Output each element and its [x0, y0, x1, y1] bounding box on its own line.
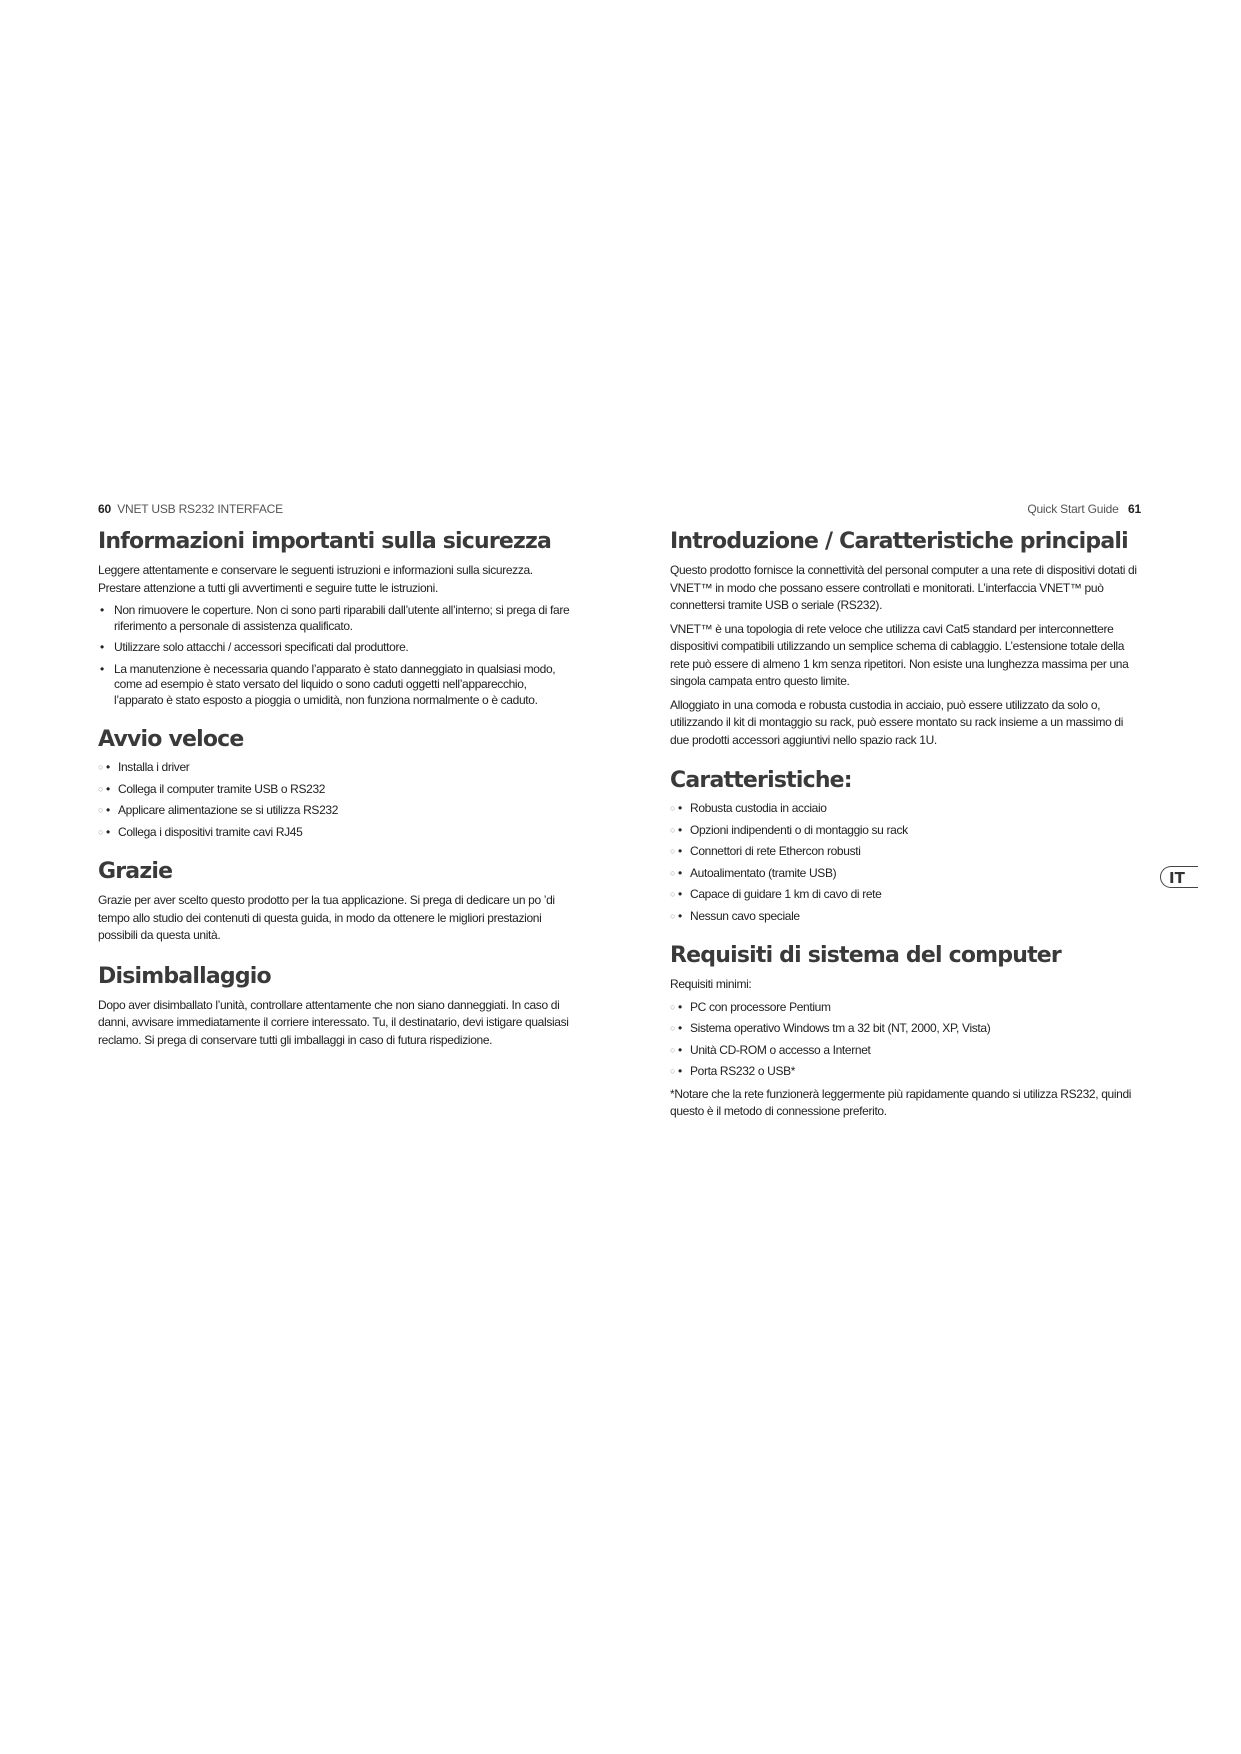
list-item: ○ • Sistema operativo Windows tm a 32 bit (NT, 2000, XP, Vista): [670, 1021, 991, 1035]
circle-icon: ○: [670, 1023, 676, 1033]
list-item: ○ • Collega il computer tramite USB o RS232: [98, 781, 326, 796]
features-heading: Caratteristiche:: [670, 768, 852, 793]
bullet-icon: •: [100, 661, 104, 676]
unpacking-heading: Disimballaggio: [98, 963, 271, 989]
list-item: • Utilizzare solo attacchi / accessori specificati dal produttore.: [100, 640, 409, 654]
intro-paragraph-3: Alloggiato in una comoda e robusta custodia in acciaio, può essere utilizzato da solo o, utilizzando il kit di montaggio su rack, può essere montato su rack insieme a un massimo di due prodotti accessori aggiuntivi nello spazio rack 1U.: [670, 697, 1124, 747]
bullet-icon: •: [678, 1042, 682, 1057]
left-page-header: [98, 502, 283, 516]
list-item: ○ • Capace di guidare 1 km di cavo di rete: [670, 887, 882, 901]
circle-icon: ○: [670, 846, 676, 856]
intro-heading: Introduzione / Caratteristiche principali: [670, 529, 1128, 554]
bullet-icon: •: [678, 887, 682, 901]
safety-list: [98, 603, 570, 708]
list-item: ○ • Nessun cavo speciale: [670, 908, 800, 923]
intro-paragraph-1: Questo prodotto fornisce la connettività del personal computer a una rete di dispositivi dotati di VNET™ in modo che possano essere controllati e monitorati. L’interfaccia VNET™ può connettersi tramite USB o seriale (RS232).: [670, 563, 1137, 612]
circle-icon: ○: [98, 783, 104, 794]
right-page-number: 61: [1128, 502, 1141, 516]
bullet-icon: •: [678, 844, 682, 858]
list-item: ○ • PC con processore Pentium: [670, 999, 831, 1014]
left-page-content: [98, 528, 570, 1067]
circle-icon: ○: [670, 867, 676, 878]
unpacking-section: [98, 963, 570, 1050]
thanks-heading: Grazie: [98, 859, 173, 884]
requirements-section: [670, 942, 1140, 1121]
quick-start-heading: Avvio veloce: [98, 727, 244, 752]
circle-icon: ○: [670, 824, 676, 835]
right-page-header: [1027, 502, 1141, 516]
left-page-title: VNET USB RS232 INTERFACE: [117, 502, 283, 516]
circle-icon: ○: [670, 910, 676, 921]
circle-icon: ○: [670, 803, 676, 813]
list-item: ○ • Porta RS232 o USB*: [670, 1064, 796, 1078]
right-page-content: [670, 528, 1140, 1139]
bullet-icon: •: [678, 1021, 682, 1035]
list-item: • Non rimuovere le coperture. Non ci sono parti riparabili dall’utente all’interno; si prega di fare riferimento a personale di assistenza qualificato.: [100, 603, 570, 633]
requirements-subtitle: Requisiti minimi:: [670, 977, 752, 991]
thanks-text: Grazie per aver scelto questo prodotto per la tua applicazione. Si prega di dedicare un po ’di tempo allo studio dei contenuti di questa guida, in modo da ottenere le migliori prestazioni possibili da questa unità.: [98, 893, 555, 942]
bullet-icon: •: [678, 908, 682, 923]
list-item: ○ • Robusta custodia in acciaio: [670, 801, 827, 815]
circle-icon: ○: [670, 1001, 676, 1012]
bullet-icon: •: [100, 640, 104, 654]
bullet-icon: •: [678, 999, 682, 1014]
bullet-icon: •: [678, 801, 682, 815]
requirements-list: [670, 1000, 1140, 1080]
features-list: [670, 801, 1140, 924]
bullet-icon: •: [106, 781, 110, 796]
list-item: ○ • Installa i driver: [98, 760, 190, 774]
list-item: ○ • Connettori di rete Ethercon robusti: [670, 844, 861, 858]
bullet-icon: •: [106, 824, 110, 839]
unpacking-text: Dopo aver disimballato l’unità, controllare attentamente che non siano danneggiati. In caso di danni, avvisare immediatamente il corriere interessato. Tu, il destinatario, devi istigare qualsiasi reclamo. Si prega di conservare tutti gli imballaggi in caso di futura rispedizione.: [98, 997, 569, 1047]
circle-icon: ○: [98, 762, 104, 772]
circle-icon: ○: [670, 1044, 676, 1055]
list-item: • La manutenzione è necessaria quando l’apparato è stato danneggiato in qualsiasi modo, come ad esempio è stato versato del liquido o sono caduti oggetti nell’apparecchio, l’apparato è stato esposto a pioggia o umidità, non funziona normalmente o è caduto.: [100, 661, 556, 707]
language-tab: IT: [1160, 866, 1198, 888]
features-section: [670, 767, 1140, 924]
quick-start-list: [98, 760, 570, 840]
circle-icon: ○: [98, 805, 104, 815]
thanks-section: [98, 858, 570, 945]
list-item: ○ • Collega i dispositivi tramite cavi RJ45: [98, 824, 303, 839]
safety-section: [98, 528, 570, 708]
list-item: ○ • Applicare alimentazione se si utilizza RS232: [98, 803, 339, 817]
bullet-icon: •: [106, 803, 110, 817]
quick-start-section: [98, 726, 570, 840]
list-item: ○ • Autoalimentato (tramite USB): [670, 865, 837, 880]
safety-intro: Leggere attentamente e conservare le seguenti istruzioni e informazioni sulla sicurezza. Prestare attenzione a tutti gli avvertimenti e seguire tutte le istruzioni.: [98, 563, 533, 595]
safety-heading: Informazioni importanti sulla sicurezza: [98, 529, 552, 554]
circle-icon: ○: [98, 826, 104, 837]
circle-icon: ○: [670, 1066, 676, 1076]
requirements-note: *Notare che la rete funzionerà leggermente più rapidamente quando si utilizza RS232, quindi questo è il metodo di connessione preferito.: [670, 1086, 1132, 1118]
circle-icon: ○: [670, 889, 676, 899]
bullet-icon: •: [678, 822, 682, 837]
bullet-icon: •: [100, 603, 104, 617]
intro-section: [670, 528, 1140, 749]
list-item: ○ • Unità CD-ROM o accesso a Internet: [670, 1042, 871, 1057]
bullet-icon: •: [678, 1064, 682, 1078]
bullet-icon: •: [106, 760, 110, 774]
left-page-number: 60: [98, 502, 111, 516]
right-page-title: Quick Start Guide: [1027, 502, 1119, 516]
intro-paragraph-2: VNET™ è una topologia di rete veloce che utilizza cavi Cat5 standard per interconnettere dispositivi compatibili utilizzando un semplice schema di cablaggio. L’estensione totale della rete può essere di almeno 1 km senza ripetitori. Non esiste una lunghezza massima per una singola campata entro questo limite.: [670, 621, 1129, 688]
list-item: ○ • Opzioni indipendenti o di montaggio su rack: [670, 822, 908, 837]
bullet-icon: •: [678, 865, 682, 880]
requirements-heading: Requisiti di sistema del computer: [670, 943, 1061, 968]
